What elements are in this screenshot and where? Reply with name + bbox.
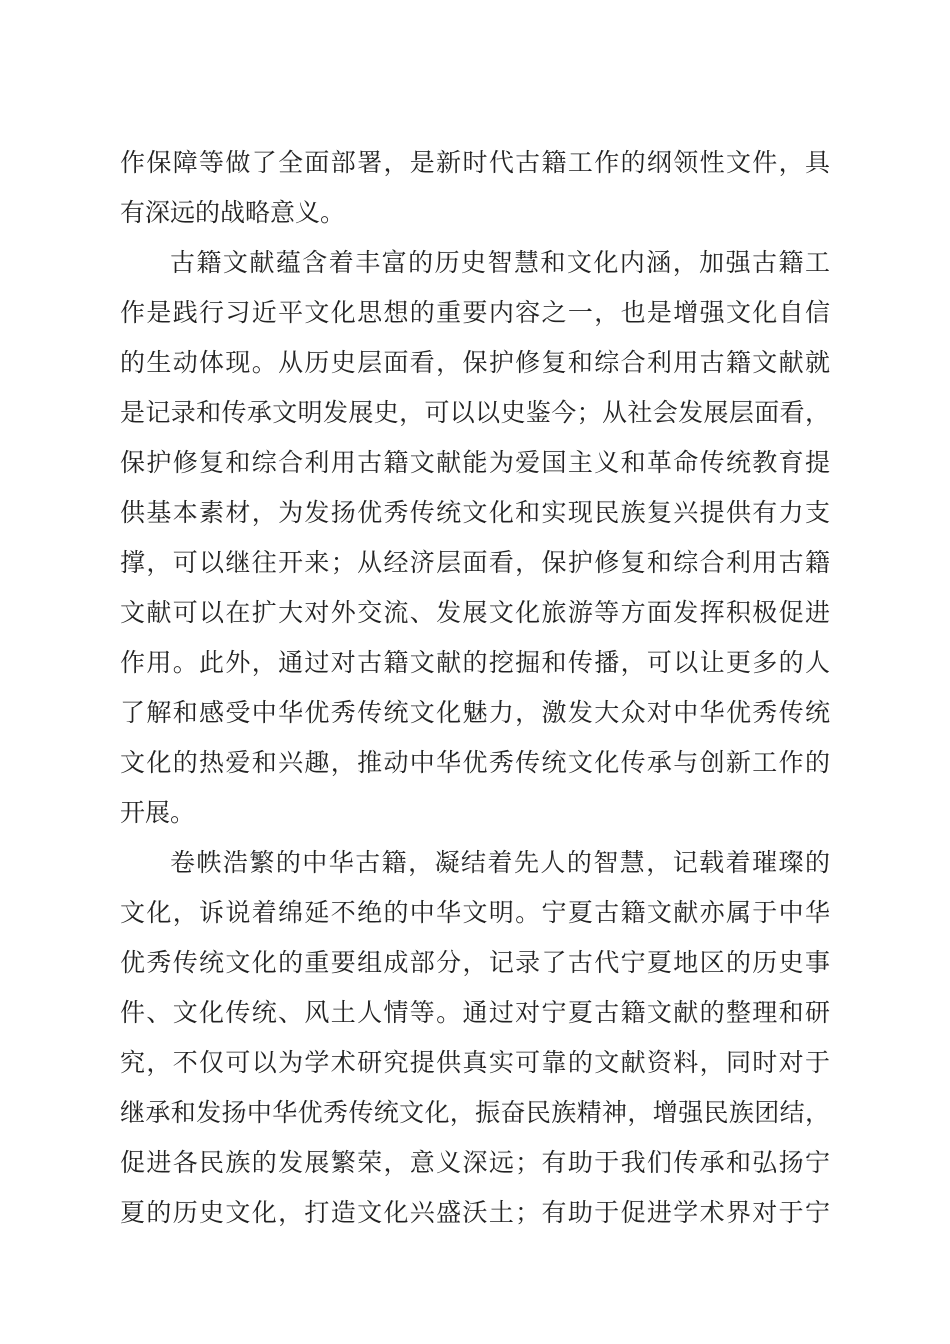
text-line: 有深远的战略意义。	[120, 198, 346, 227]
text-line: 的生动体现。从历史层面看，保护修复和综合利用古籍文献就	[120, 348, 830, 377]
text-line: 继承和发扬中华优秀传统文化，振奋民族精神，增强民族团结，	[120, 1098, 830, 1127]
text-line: 作保障等做了全面部署，是新时代古籍工作的纲领性文件，具	[120, 148, 830, 177]
text-line: 夏的历史文化，打造文化兴盛沃土；有助于促进学术界对于宁	[120, 1198, 830, 1227]
text-line: 供基本素材，为发扬优秀传统文化和实现民族复兴提供有力支	[120, 498, 830, 527]
text-line: 卷帙浩繁的中华古籍，凝结着先人的智慧，记载着璀璨的	[170, 848, 830, 877]
text-line: 撑，可以继往开来；从经济层面看，保护修复和综合利用古籍	[120, 548, 830, 577]
text-line: 是记录和传承文明发展史，可以以史鉴今；从社会发展层面看，	[120, 398, 830, 427]
text-line: 古籍文献蕴含着丰富的历史智慧和文化内涵，加强古籍工	[170, 248, 830, 277]
text-line: 文献可以在扩大对外交流、发展文化旅游等方面发挥积极促进	[120, 598, 830, 627]
text-line: 优秀传统文化的重要组成部分，记录了古代宁夏地区的历史事	[120, 948, 830, 977]
text-line: 文化，诉说着绵延不绝的中华文明。宁夏古籍文献亦属于中华	[120, 898, 830, 927]
text-line: 作用。此外，通过对古籍文献的挖掘和传播，可以让更多的人	[120, 648, 830, 677]
text-line: 促进各民族的发展繁荣，意义深远；有助于我们传承和弘扬宁	[120, 1148, 830, 1177]
body-text	[120, 138, 830, 1238]
text-line: 文化的热爱和兴趣，推动中华优秀传统文化传承与创新工作的	[120, 748, 830, 777]
text-line: 作是践行习近平文化思想的重要内容之一，也是增强文化自信	[120, 298, 830, 327]
text-line: 保护修复和综合利用古籍文献能为爱国主义和革命传统教育提	[120, 448, 830, 477]
text-line: 件、文化传统、风土人情等。通过对宁夏古籍文献的整理和研	[120, 998, 830, 1027]
text-line: 了解和感受中华优秀传统文化魅力，激发大众对中华优秀传统	[120, 698, 830, 727]
text-line: 究，不仅可以为学术研究提供真实可靠的文献资料，同时对于	[120, 1048, 830, 1077]
text-line: 开展。	[120, 798, 196, 827]
